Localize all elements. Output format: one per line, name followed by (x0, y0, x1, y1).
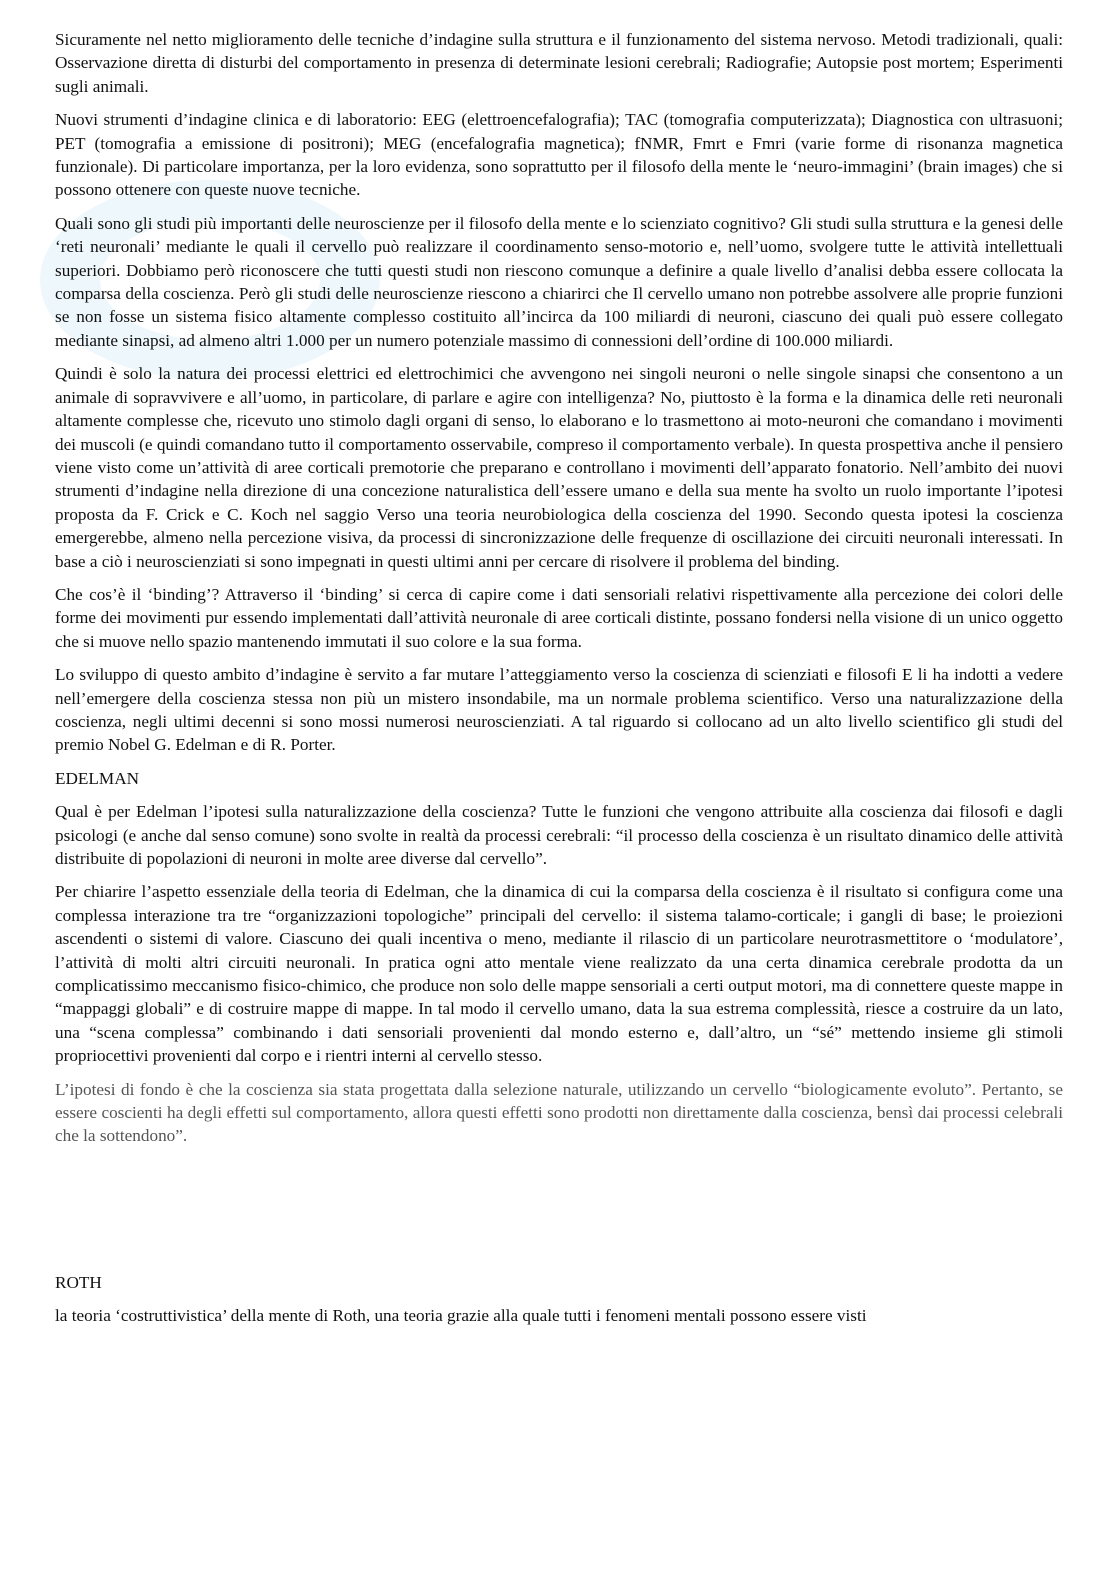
paragraph: Nuovi strumenti d’indagine clinica e di laboratorio: EEG (elettroencefalografia); TAC (tomografia computerizzata); Diagnostica con ultrasuoni; PET (tomografia a emissione di positroni); MEG (encefalografia magnetica); fNMR, Fmrt e Fmri (varie forme di risonanza magnetica funzionale). Di particolare importanza, per la loro evidenza, sono soprattutto per il filosofo della mente le ‘neuro-immagini’ (brain images) che si possono ottenere con queste nuove tecniche. (55, 110, 1063, 200)
paragraph: la teoria ‘costruttivistica’ della mente di Roth, una teoria grazie alla quale tutti i fenomeni mentali possono essere visti (55, 1306, 867, 1326)
paragraph: L’ipotesi di fondo è che la coscienza sia stata progettata dalla selezione naturale, utilizzando un cervello “biologicamente evoluto”. Pertanto, se essere coscienti ha degli effetti sul comportamento, allora questi effetti sono prodotti non direttamente dalla coscienza, bensì dai processi celebrali che la sottendono”. (55, 1079, 1063, 1146)
document-page (55, 28, 1063, 1338)
section-heading-roth: ROTH (55, 1272, 102, 1292)
paragraph: Quali sono gli studi più importanti delle neuroscienze per il filosofo della mente e lo scienziato cognitivo? Gli studi sulla struttura e la genesi delle ‘reti neuronali’ mediante le quali il cervello può realizzare il coordinamento senso-motorio e, nell’uomo, svolgere tutte le attività intellettuali superiori. Dobbiamo però riconoscere che tutti questi studi non riescono comunque a definire a quale livello d’analisi debba essere collocata la comparsa della coscienza. Però gli studi delle neuroscienze riescono a chiarirci che Il cervello umano non potrebbe assolvere alle proprie funzioni se non fosse un sistema fisico altamente complesso costituito all’incirca da 100 miliardi di neuroni, ciascuno dei quali può essere collegato mediante sinapsi, ad almeno altri 1.000 per un numero potenziale massimo di connessioni dell’ordine di 100.000 miliardi. (55, 213, 1063, 350)
paragraph: Che cos’è il ‘binding’? Attraverso il ‘binding’ si cerca di capire come i dati sensoriali relativi rispettivamente alla percezione dei colori delle forme dei movimenti pur essendo implementati dall’attività neuronale di aree corticali distinte, possano fondersi nella visione di un unico oggetto che si muove nello spazio mantenendo immutati il suo colore e la sua forma. (55, 584, 1063, 651)
paragraph: Sicuramente nel netto miglioramento delle tecniche d’indagine sulla struttura e il funzionamento del sistema nervoso. Metodi tradizionali, quali: Osservazione diretta di disturbi del comportamento in presenza di determinate lesioni cerebrali; Radiografie; Autopsie post mortem; Esperimenti sugli animali. (55, 30, 1063, 96)
paragraph: Per chiarire l’aspetto essenziale della teoria di Edelman, che la dinamica di cui la comparsa della coscienza è il risultato si configura come una complessa interazione tra tre “organizzazioni topologiche” principali del cervello: il sistema talamo-corticale; i gangli di base; le proiezioni ascendenti o sistemi di valore. Ciascuno dei quali incentiva o meno, mediante il rilascio di un particolare neurotrasmettitore o ‘modulatore’, l’attività di molti altri circuiti neuronali. In pratica ogni atto mentale viene realizzato da una certa dinamica cerebrale prodotta da un complicatissimo meccanismo fisico-chimico, che produce non solo delle mappe sensoriali a certi output motori, ma di connettere queste mappe in “mappaggi globali” e di costruire mappe di mappe. In tal modo il cervello umano, data la sua estrema complessità, riesce a costruire da un lato, una “scena complessa” combinando i dati sensoriali provenienti dal mondo esterno e, dall’altro, un “sé” mettendo insieme gli stimoli propriocettivi provenienti dal corpo e i rientri interni al cervello stesso. (55, 882, 1063, 1066)
paragraph: Qual è per Edelman l’ipotesi sulla naturalizzazione della coscienza? Tutte le funzioni che vengono attribuite alla coscienza dai filosofi e dagli psicologi (e anche dal senso comune) sono svolte in realtà da processi cerebrali: “il processo della coscienza è un risultato dinamico delle attività distribuite di popolazioni di neuroni in molte aree diverse dal cervello”. (55, 802, 1063, 868)
paragraph: Quindi è solo la natura dei processi elettrici ed elettrochimici che avvengono nei singoli neuroni o nelle singole sinapsi che consentono a un animale di sopravvivere e all’uomo, in particolare, di parlare e agire con intelligenza? No, piuttosto è la forma e la dinamica delle reti neuronali altamente complesse che, ricevuto uno stimolo dagli organi di senso, lo elaborano e lo trasmettono ai moto-neuroni che comandano i movimenti dei muscoli (e quindi comandano tutto il comportamento osservabile, compreso il comportamento verbale). In questa prospettiva anche il pensiero viene visto come un’attività di aree corticali premotorie che preparano e controllano i movimenti dell’apparato fonatorio. Nell’ambito dei nuovi strumenti d’indagine nella direzione di una concezione naturalistica dell’essere umano e della sua mente ha svolto un ruolo importante l’ipotesi proposta da F. Crick e C. Koch nel saggio Verso una teoria neurobiologica della coscienza del 1990. Secondo questa ipotesi la coscienza emergerebbe, almeno nella percezione visiva, da processi di sincronizzazione delle frequenze di oscillazione dei circuiti neuronali interessati. In base a ciò i neuroscienziati si sono impegnati in questi ultimi anni per cercare di risolvere il problema del binding. (55, 364, 1063, 571)
section-heading-edelman: EDELMAN (55, 768, 140, 788)
paragraph: Lo sviluppo di questo ambito d’indagine è servito a far mutare l’atteggiamento verso la coscienza di scienziati e filosofi E li ha indotti a vedere nell’emergere della coscienza stessa non più un mistero insondabile, ma un normale problema scientifico. Verso una naturalizzazione della coscienza, negli ultimi decenni si sono mossi numerosi neuroscienziati. A tal riguardo si collocano ad un alto livello scientifico gli studi del premio Nobel G. Edelman e di R. Porter. (55, 665, 1063, 755)
